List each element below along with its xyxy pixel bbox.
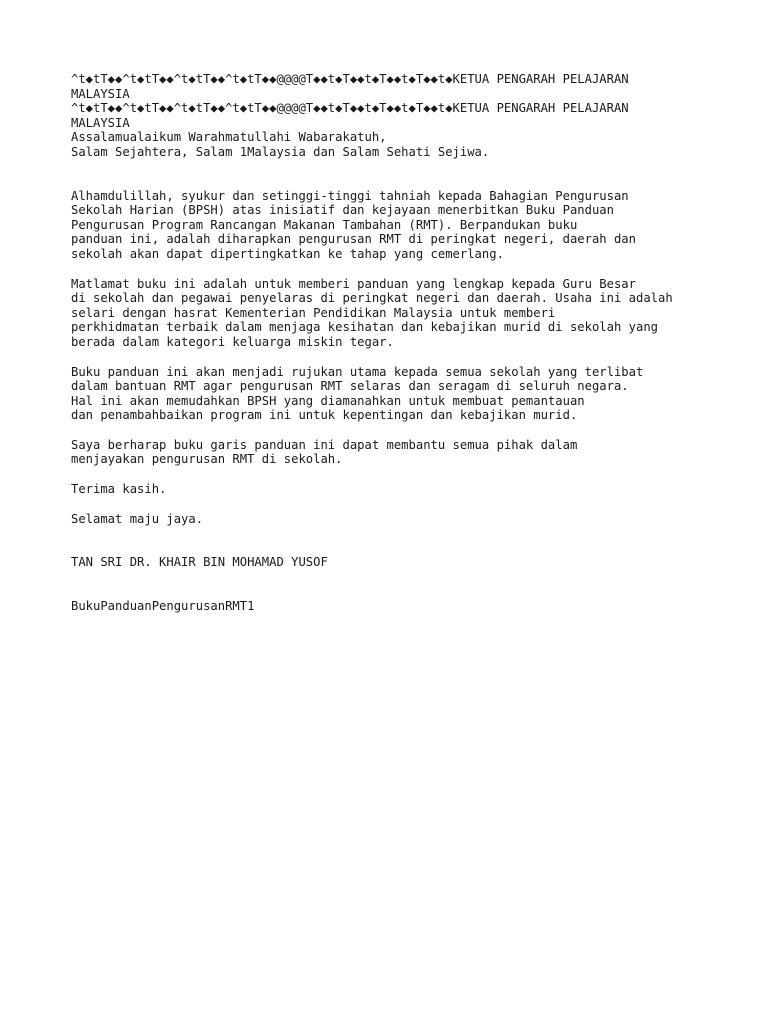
paragraph-line: Alhamdulillah, syukur dan setinggi-tinggi tahniah kepada Bahagian Pengurusan	[71, 188, 629, 203]
paragraph-4	[71, 438, 711, 467]
header-line: MALAYSIA	[71, 86, 130, 101]
greeting-line: Salam Sejahtera, Salam 1Malaysia dan Salam Sehati Sejiwa.	[71, 144, 490, 159]
paragraph-2	[71, 277, 711, 350]
closing-wishes: Selamat maju jaya.	[71, 511, 204, 526]
paragraph-3	[71, 365, 711, 423]
greeting-block	[71, 130, 711, 159]
paragraph-line: menjayakan pengurusan RMT di sekolah.	[71, 452, 343, 467]
paragraph-1	[71, 189, 711, 262]
paragraph-line: Saya berharap buku garis panduan ini dapat membantu semua pihak dalam	[71, 437, 578, 452]
paragraph-line: Sekolah Harian (BPSH) atas inisiatif dan kejayaan menerbitkan Buku Panduan	[71, 203, 614, 218]
closing-thanks: Terima kasih.	[71, 482, 167, 497]
paragraph-line: berada dalam kategori keluarga miskin tegar.	[71, 334, 394, 349]
paragraph-line: perkhidmatan terbaik dalam menjaga kesihatan dan kebajikan murid di sekolah yang	[71, 320, 658, 335]
paragraph-line: Matlamat buku ini adalah untuk memberi panduan yang lengkap kepada Guru Besar	[71, 276, 636, 291]
document-footer: BukuPanduanPengurusanRMT1	[71, 598, 255, 613]
header-line: ^t◆tT◆◆^t◆tT◆◆^t◆tT◆◆^t◆tT◆◆@@@@T◆◆t◆T◆◆t◆T◆◆t◆T◆◆t◆KETUA PENGARAH PELAJARAN	[71, 101, 629, 116]
header-line: MALAYSIA	[71, 115, 130, 130]
paragraph-line: selari dengan hasrat Kementerian Pendidikan Malaysia untuk memberi	[71, 305, 556, 320]
document-body	[71, 72, 711, 613]
header-line: ^t◆tT◆◆^t◆tT◆◆^t◆tT◆◆^t◆tT◆◆@@@@T◆◆t◆T◆◆t◆T◆◆t◆T◆◆t◆KETUA PENGARAH PELAJARAN	[71, 72, 629, 86]
header-block	[71, 72, 711, 130]
signature-name: TAN SRI DR. KHAIR BIN MOHAMAD YUSOF	[71, 555, 328, 570]
paragraph-line: panduan ini, adalah diharapkan pengurusan RMT di peringkat negeri, daerah dan	[71, 232, 636, 247]
paragraph-line: dalam bantuan RMT agar pengurusan RMT selaras dan seragam di seluruh negara.	[71, 379, 629, 394]
paragraph-line: sekolah akan dapat dipertingkatkan ke tahap yang cemerlang.	[71, 246, 504, 261]
paragraph-line: Buku panduan ini akan menjadi rujukan utama kepada semua sekolah yang terlibat	[71, 364, 644, 379]
paragraph-line: Hal ini akan memudahkan BPSH yang diamanahkan untuk membuat pemantauan	[71, 393, 585, 408]
paragraph-line: dan penambahbaikan program ini untuk kepentingan dan kebajikan murid.	[71, 408, 578, 423]
paragraph-line: di sekolah dan pegawai penyelaras di peringkat negeri dan daerah. Usaha ini adalah	[71, 291, 673, 306]
paragraph-line: Pengurusan Program Rancangan Makanan Tambahan (RMT). Berpandukan buku	[71, 217, 578, 232]
greeting-line: Assalamualaikum Warahmatullahi Wabarakatuh,	[71, 130, 387, 145]
